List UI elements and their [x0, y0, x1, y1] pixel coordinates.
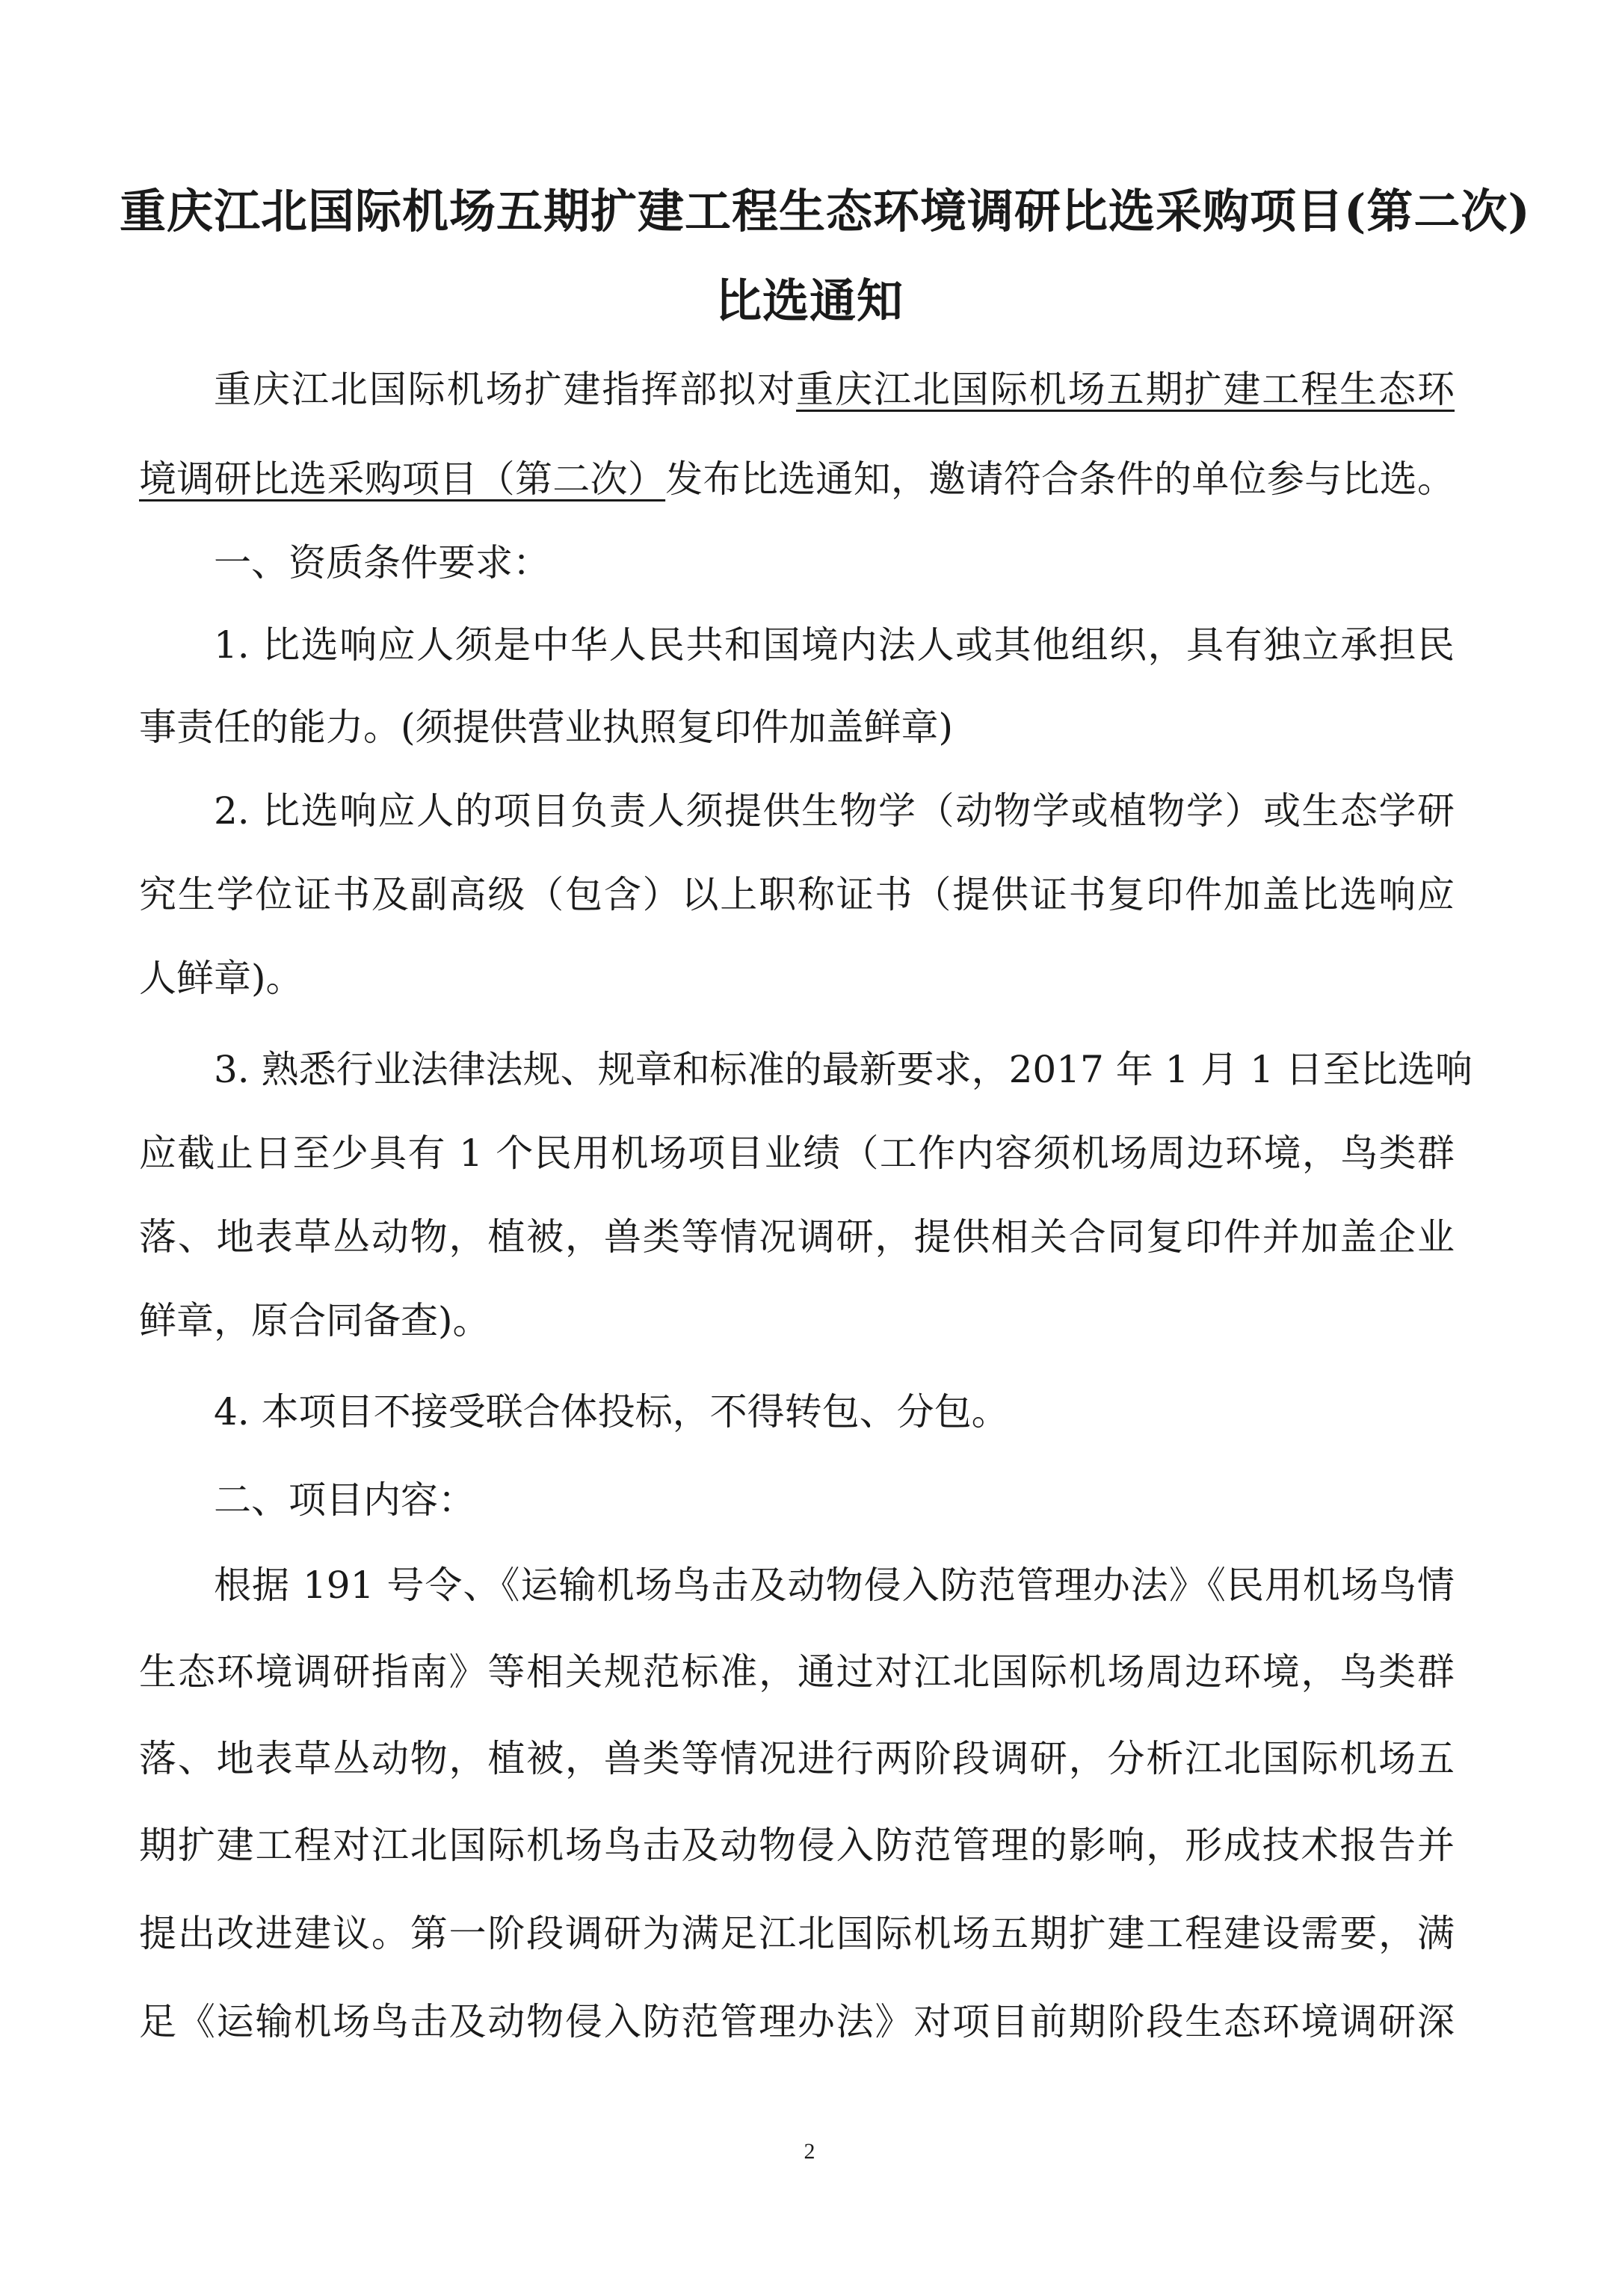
qualification-item-1-line-1: 1. 比选响应人须是中华人民共和国境内法人或其他组织，具有独立承担民 — [214, 623, 1455, 667]
qualification-item-1-line-2: 事责任的能力。(须提供营业执照复印件加盖鲜章) — [139, 706, 954, 749]
project-name-underlined: 重庆江北国际机场五期扩建工程生态环 — [796, 368, 1455, 411]
intro-text: 发布比选通知，邀请符合条件的单位参与比选。 — [665, 457, 1455, 501]
intro-text: 重庆江北国际机场扩建指挥部拟对 — [214, 368, 797, 411]
document-title-line-2: 比选通知 — [715, 274, 904, 328]
project-name-underlined: 境调研比选采购项目（第二次） — [139, 457, 666, 501]
intro-line-2 — [139, 457, 1455, 501]
intro-line-1 — [214, 368, 1455, 411]
project-content-line-6: 足《运输机场鸟击及动物侵入防范管理办法》对项目前期阶段生态环境调研深 — [139, 2000, 1455, 2043]
qualification-item-2-line-3: 人鲜章)。 — [139, 957, 303, 1000]
qualification-item-3-line-1: 3. 熟悉行业法律法规、规章和标准的最新要求，2017 年 1 月 1 日至比选响 — [214, 1048, 1472, 1091]
project-content-line-4: 期扩建工程对江北国际机场鸟击及动物侵入防范管理的影响，形成技术报告并 — [139, 1824, 1455, 1867]
project-content-line-2: 生态环境调研指南》等相关规范标准，通过对江北国际机场周边环境，鸟类群 — [139, 1650, 1455, 1694]
qualification-item-3-line-3: 落、地表草丛动物，植被，兽类等情况调研，提供相关合同复印件并加盖企业 — [139, 1215, 1455, 1259]
document-title-line-1: 重庆江北国际机场五期扩建工程生态环境调研比选采购项目(第二次) — [120, 184, 1531, 238]
project-content-line-1: 根据 191 号令、《运输机场鸟击及动物侵入防范管理办法》《民用机场鸟情 — [214, 1564, 1455, 1607]
qualification-item-2-line-1: 2. 比选响应人的项目负责人须提供生物学（动物学或植物学）或生态学研 — [214, 789, 1455, 833]
section-heading-project-content: 二、项目内容： — [214, 1478, 475, 1522]
qualification-item-4-line-1: 4. 本项目不接受联合体投标，不得转包、分包。 — [214, 1390, 1009, 1434]
project-content-line-5: 提出改进建议。第一阶段调研为满足江北国际机场五期扩建工程建设需要，满 — [139, 1912, 1455, 1955]
qualification-item-2-line-2: 究生学位证书及副高级（包含）以上职称证书（提供证书复印件加盖比选响应 — [139, 873, 1455, 916]
qualification-item-3-line-4: 鲜章，原合同备查)。 — [139, 1299, 490, 1342]
project-content-line-3: 落、地表草丛动物，植被，兽类等情况进行两阶段调研，分析江北国际机场五 — [139, 1737, 1455, 1780]
qualification-item-3-line-2: 应截止日至少具有 1 个民用机场项目业绩（工作内容须机场周边环境，鸟类群 — [139, 1132, 1455, 1175]
section-heading-qualifications: 一、资质条件要求： — [214, 541, 550, 584]
page-number: 2 — [804, 2139, 815, 2164]
